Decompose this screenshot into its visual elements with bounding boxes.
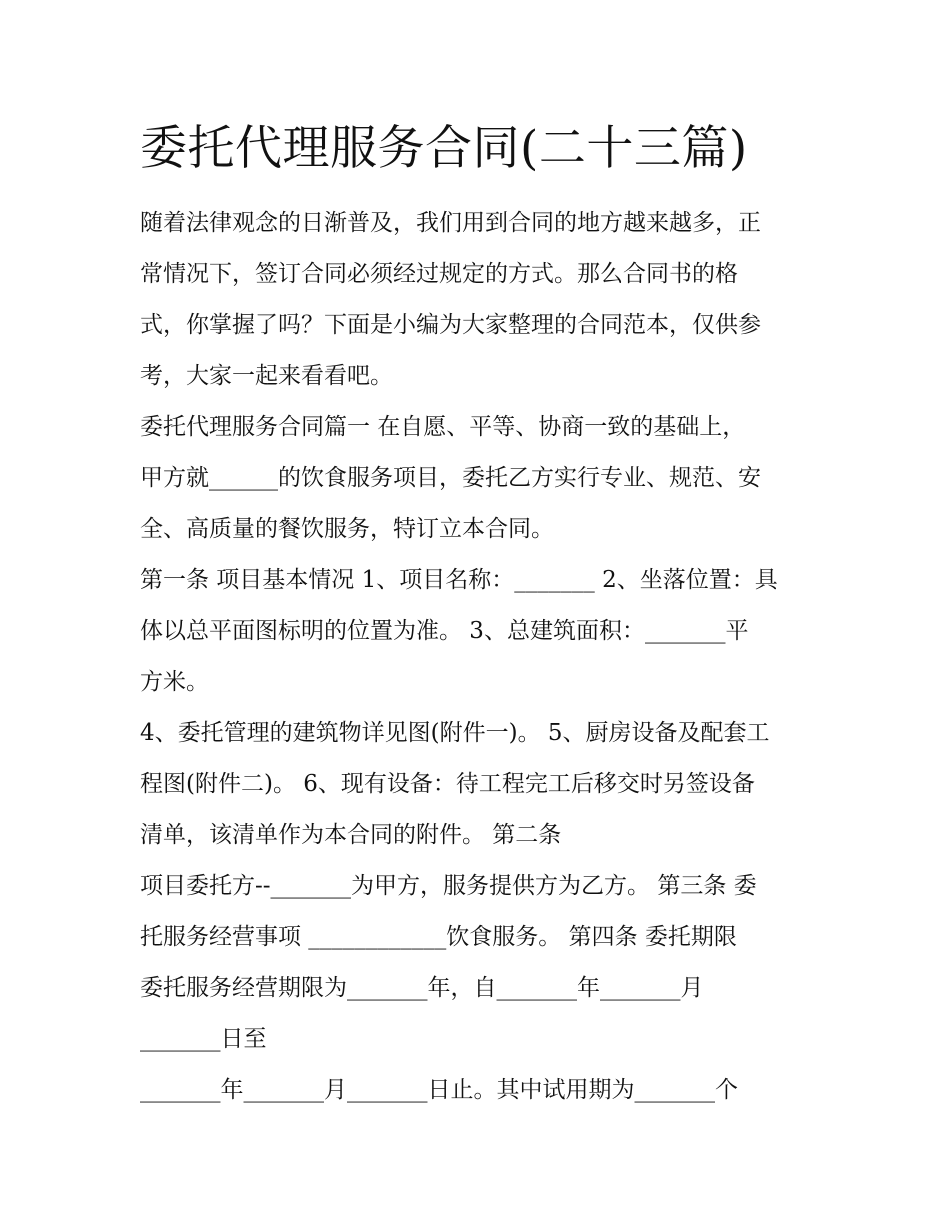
- text-line: 甲方就______的饮食服务项目，委托乙方实行专业、规范、安: [140, 465, 761, 491]
- text-line: 委托代理服务合同篇一 在自愿、平等、协商一致的基础上，: [140, 414, 746, 440]
- text-line: 全、高质量的餐饮服务，特订立本合同。: [140, 516, 554, 542]
- text-line: 式，你掌握了吗？下面是小编为大家整理的合同范本，仅供参: [140, 312, 761, 338]
- document-title: 委托代理服务合同(二十三篇): [140, 121, 748, 176]
- text-line: 考，大家一起来看看吧。: [140, 363, 393, 389]
- text-line: 托服务经营事项 ____________饮食服务。 第四条 委托期限: [140, 924, 737, 950]
- text-line: _______年_______月_______日止。其中试用期为_______个: [140, 1077, 738, 1103]
- text-line: 随着法律观念的日渐普及，我们用到合同的地方越来越多，正: [140, 210, 761, 236]
- document-body: [140, 198, 820, 1116]
- text-line: _______日至: [140, 1026, 267, 1052]
- text-line: 体以总平面图标明的位置为准。 3、总建筑面积：_______平: [140, 618, 749, 644]
- text-line: 程图(附件二)。 6、现有设备：待工程完工后移交时另签设备: [140, 771, 755, 797]
- text-line: 委托服务经营期限为_______年，自_______年_______月: [140, 975, 704, 1001]
- text-line: 清单，该清单作为本合同的附件。 第二条: [140, 822, 562, 848]
- text-line: 方米。: [140, 669, 209, 695]
- document-page: [140, 118, 820, 1116]
- text-line: 常情况下，签订合同必须经过规定的方式。那么合同书的格: [140, 261, 738, 287]
- text-line: 项目委托方--_______为甲方，服务提供方为乙方。 第三条 委: [140, 873, 757, 899]
- text-line: 4、委托管理的建筑物详见图(附件一)。 5、厨房设备及配套工: [140, 720, 770, 746]
- text-line: 第一条 项目基本情况 1、项目名称：_______ 2、坐落位置：具: [140, 567, 778, 593]
